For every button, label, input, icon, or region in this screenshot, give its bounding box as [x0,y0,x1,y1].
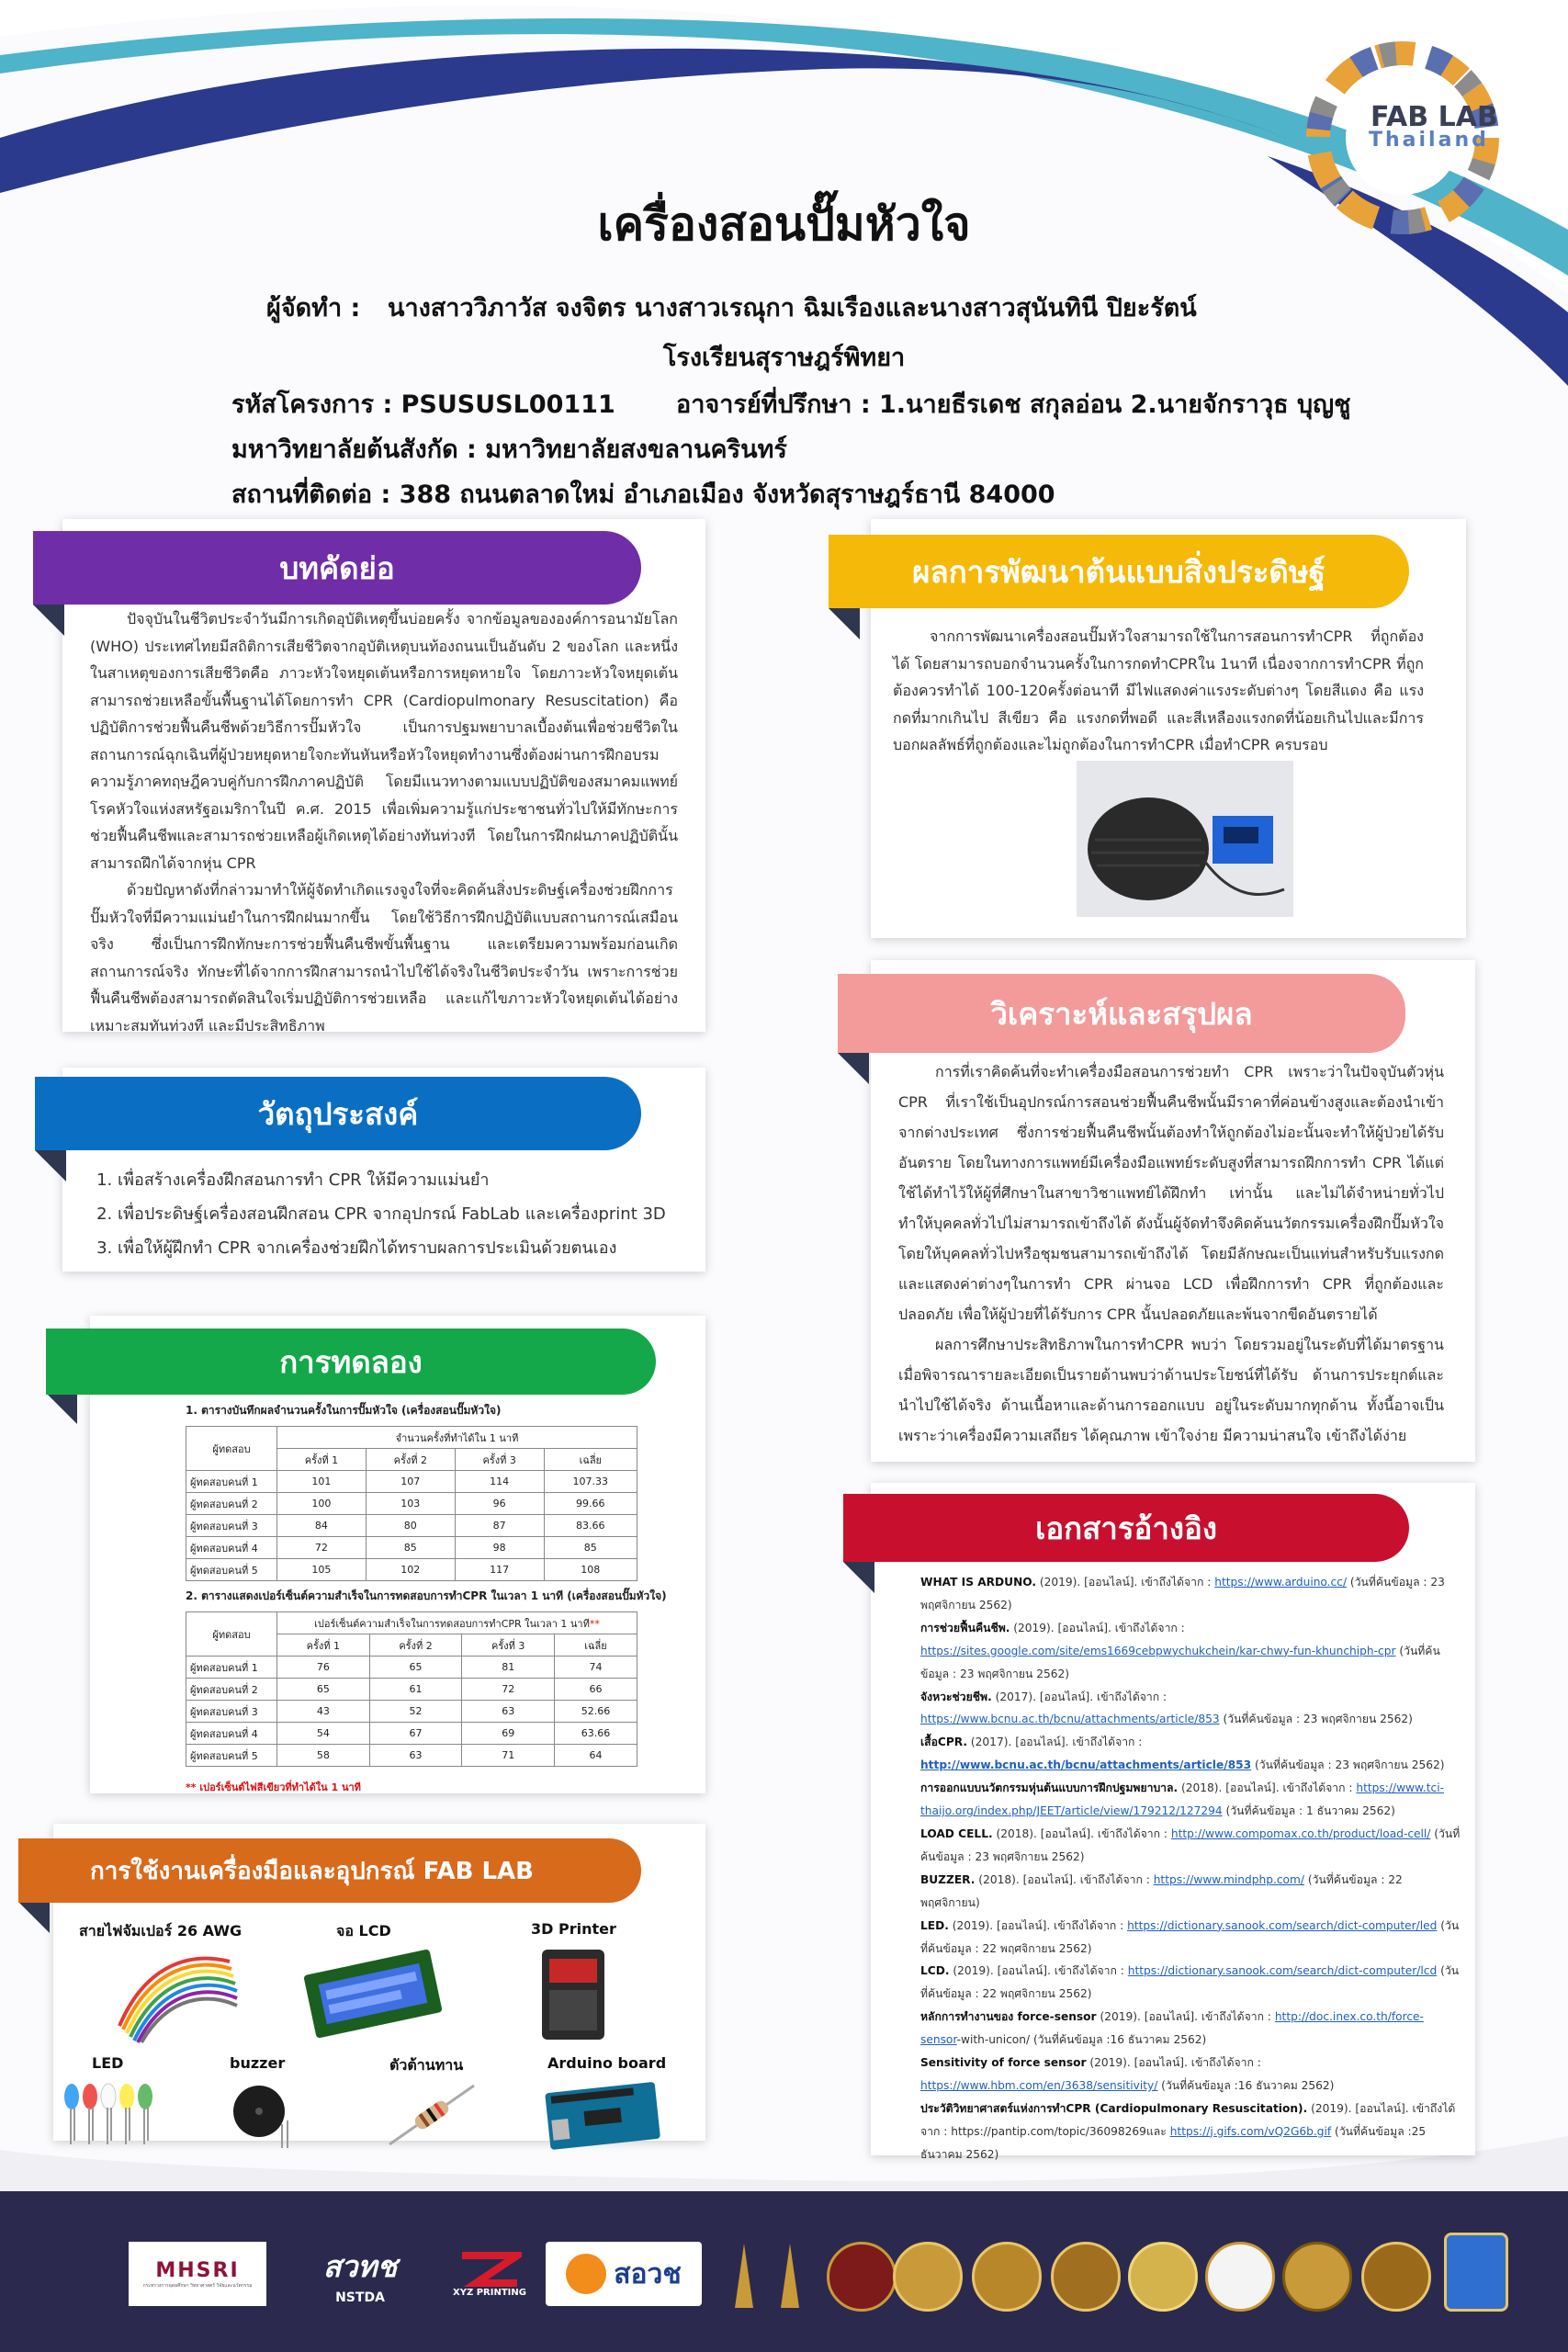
project-code: รหัสโครงการ : PSUSUSL00111 [231,390,615,419]
xyz-printing-text: XYZ PRINTING [453,2287,526,2298]
results-body [893,623,1424,759]
table-cell: 58 [277,1745,370,1767]
table-cell: 63.66 [555,1723,637,1745]
table-row [186,1745,637,1767]
reference-date: (วันที่ค้นข้อมูล : 22 พฤศจิกายน 2562) [920,1964,1460,2001]
reference-item [920,1617,1462,1686]
tool-label: 3D Printer [531,1920,616,1938]
table-cell: 96 [455,1493,544,1515]
table1-col-header: เฉลี่ย [544,1449,637,1471]
table2-note: ** เปอร์เซ็นต์ไฟสีเขียวที่ทำได้ใน 1 นาที [186,1781,361,1793]
reference-item [920,1777,1462,1823]
table-cell: 81 [462,1657,555,1679]
table2-group-mark: ** [589,1617,600,1630]
table-cell: 85 [544,1537,637,1559]
tools-heading: การใช้งานเครื่องมือและอุปกรณ์ FAB LAB [18,1838,641,1903]
abstract-paragraph-1: ปัจจุบันในชีวิตประจำวันมีการเกิดอุบัติเหตุขึ้นบ่อยครั้ง จากข้อมูลขององค์การอนามัยโลก (WHO) ประเทศไทยมีสถิติการเสียชีวิตจากอุบัติเหตุบนท้องถนนเป็นอันดับ 2 ของโลก และหนึ่งในสาเหตุของการเสียชีวิตคือ ภาวะหัวใจหยุดเต้นหรือการหยุดหายใจ โดยภาวะหัวใจหยุดเต้นสามารถช่วยเหลือขั้นพื้นฐานได้โดยการทำ CPR (Cardiopulmonary Resuscitation) คือ ปฏิบัติการช่วยฟื้นคืนชีพด้วยวิธีการปั๊มหัวใจ เป็นการปฐมพยาบาลเบื้องต้นเพื่อช่วยชีวิตในสถานการณ์ฉุกเฉินที่ผู้ป่วยหยุดหายใจกะทันหันหรือหัวใจหยุดทำงานซึ่งต้องผ่านการฝึกอบรมความรู้ภาคทฤษฎีควบคู่กับการฝึกภาคปฏิบัติ โดยมีแนวทางตามแบบปฏิบัติของสมาคมแพทย์โรคหัวใจแห่งสหรัฐอเมริกาในปี ค.ศ. 2015 เพื่อเพิ่มความรู้แก่ประชาชนทั่วไปให้มีทักษะการช่วยฟื้นคืนชีพและสามารถช่วยเหลือผู้เกิดเหตุได้อย่างทันท่วงที โดยในการฝึกฝนภาคปฏิบัตินั้นสามารถฝึกได้จากหุ่น CPR [90,610,678,872]
table-cell: 52 [369,1701,462,1723]
reference-date: -with-unicon/ (วันที่ค้นข้อมูล :16 ธันวาคม 2562) [956,2033,1207,2047]
reference-title: Sensitivity of force sensor [920,2056,1087,2070]
mhesi-logo [129,2242,266,2306]
table-cell: 66 [555,1679,637,1701]
university-seal-icon [827,2242,897,2312]
table-row [186,1559,637,1581]
reference-item [920,1686,1462,1732]
table1-col-header: ครั้งที่ 3 [455,1449,544,1471]
reference-item [920,2052,1462,2098]
reference-text: (2019). [ออนไลน์]. เข้าถึงได้จาก : [1096,2010,1275,2024]
reference-title: การออกแบบนวัตกรรมหุ่นต้นแบบการฝึกปฐมพยาบาล. [920,1781,1179,1795]
reference-text: (2019). [ออนไลน์]. เข้าถึงได้จาก : [1086,2056,1261,2070]
tool-label: สายไฟจัมเปอร์ 26 AWG [79,1922,243,1939]
table-cell: 67 [369,1723,462,1745]
table-cell: 43 [277,1701,370,1723]
reference-title: การช่วยฟื้นคืนชีพ. [920,1621,1010,1634]
reference-item [920,1731,1462,1777]
table-cell: 108 [544,1559,637,1581]
cpr-trainer-photo [1077,761,1293,917]
lcd-screen-icon [299,1948,446,2040]
reference-text: (2019). [ออนไลน์]. เข้าถึงได้จาก : [1010,1621,1185,1634]
reference-item [920,1960,1462,2006]
table-cell: 61 [369,1679,462,1701]
reference-link[interactable]: http://www.bcnu.ac.th/bcnu/attachments/article/853 [920,1758,1252,1772]
table-cell: 65 [277,1679,370,1701]
reference-link[interactable]: http://www.compomax.co.th/product/load-cell/ [1170,1826,1431,1840]
objective-item: 3. เพื่อให้ผู้ฝึกทำ CPR จากเครื่องช่วยฝึกได้ทราบผลการประเมินด้วยตนเอง [118,1231,724,1265]
reference-item [920,1823,1462,1869]
tool-label: จอ LCD [336,1922,391,1939]
table-row [186,1471,637,1493]
table-cell: ผู้ทดสอบคนที่ 3 [186,1701,277,1723]
mhesi-logo-text: MHSRI [155,2258,240,2282]
table-cell: 52.66 [555,1701,637,1723]
nstda-logo-text: สวทช [322,2248,398,2284]
reference-text: (2019). [ออนไลน์]. เข้าถึงได้จาก : [1036,1576,1215,1589]
table2-col-header: ครั้งที่ 3 [462,1634,555,1657]
experiment-heading: การทดลอง [46,1329,656,1395]
table-row [186,1515,637,1537]
reference-item [920,1915,1462,1961]
tool-label: LED [92,2054,124,2072]
university-seal-icon [972,2242,1042,2312]
mhesi-logo-sub: กระทรวงการอุดมศึกษา วิทยาศาสตร์ วิจัยและนวัตกรรม [142,2282,253,2289]
objective-item: 1. เพื่อสร้างเครื่องฝึกสอนการทำ CPR ให้มีความแม่นยำ [118,1163,724,1197]
table-cell: 80 [366,1515,455,1537]
table-cell: ผู้ทดสอบคนที่ 4 [186,1723,277,1745]
table-cell: 54 [277,1723,370,1745]
reference-title: LED. [920,1918,949,1932]
abstract-paragraph-2: ด้วยปัญหาดังที่กล่าวมาทำให้ผู้จัดทำเกิดแรงจูงใจที่จะคิดค้นสิ่งประดิษฐ์เครื่องช่วยฝึกการปั๊มหัวใจที่มีความแม่นยำในการฝึกฝนมากขึ้น โดยใช้วิธีการฝึกปฏิบัติแบบสถานการณ์เสมือนจริง ซึ่งเป็นการฝึกทักษะการช่วยฟื้นคืนชีพขั้นพื้นฐาน และเตรียมความพร้อมก่อนเกิดสถานการณ์จริง ทักษะที่ได้จากการฝึกสามารถนำไปใช้ได้จริงในชีวิตประจำวัน เพราะการช่วยฟื้นคืนชีพต้องสามารถตัดสินใจเริ่มปฏิบัติการช่วยเหลือ และแก้ไขภาวะหัวใจหยุดเต้นได้อย่างเหมาะสมทันท่วงที และมีประสิทธิภาพ [90,881,678,1035]
objective-item: 2. เพื่อประดิษฐ์เครื่องสอนฝึกสอน CPR จากอุปกรณ์ FabLab และเครื่องprint 3D [118,1197,724,1231]
university-seal-icon [1282,2242,1352,2312]
table-cell: ผู้ทดสอบคนที่ 3 [186,1515,277,1537]
reference-title: BUZZER. [920,1872,976,1886]
table2-group-text: เปอร์เซ็นต์ความสำเร็จในการทดสอบการทำCPR ในเวลา 1 นาที [314,1617,590,1630]
table-cell: 83.66 [544,1515,637,1537]
table-cell: ผู้ทดสอบคนที่ 4 [186,1537,277,1559]
references-heading: เอกสารอ้างอิง [843,1494,1409,1562]
reference-date: (วันที่ค้นข้อมูล : 23 พฤศจิกายน 2562) [920,1644,1440,1680]
reference-text: (2019). [ออนไลน์]. เข้าถึงได้จาก : [948,1918,1128,1932]
reference-date: (วันที่ค้นข้อมูล :16 ธันวาคม 2562) [1157,2078,1335,2092]
table-cell: 72 [462,1679,555,1701]
fablab-logo-line1: FAB LAB [1371,101,1498,133]
abstract-heading: บทคัดย่อ [33,531,641,605]
reference-text: (2017). [ออนไลน์]. เข้าถึงได้จาก : [991,1690,1168,1703]
tool-label: buzzer [230,2054,286,2072]
reference-date: (วันที่ค้นข้อมูล : 22 พฤศจิกายน 2562) [920,1918,1460,1955]
table2-caption: 2. ตารางแสดงเปอร์เซ็นต์ความสำเร็จในการทดสอบการทำCPR ในเวลา 1 นาที (เครื่องสอนปั๊มหัวใจ) [186,1589,667,1602]
university-seal-icon [1361,2242,1431,2312]
reference-link[interactable]: https://dictionary.sanook.com/search/dict-computer/led [1127,1918,1438,1932]
table2-corner: ผู้ทดสอบ [186,1612,277,1657]
university: มหาวิทยาลัยต้นสังกัด : มหาวิทยาลัยสงขลานครินทร์ [231,435,787,464]
table-cell: 65 [369,1657,462,1679]
table2-col-header: ครั้งที่ 2 [369,1634,462,1657]
university-seal-icon [1444,2233,1508,2312]
table-cell: 105 [277,1559,367,1581]
ribbon-fold [18,1902,50,1933]
school-name: โรงเรียนสุราษฎร์พิทยา [662,344,906,372]
table-cell: 117 [455,1559,544,1581]
makers-names: นางสาววิภาวัส จงจิตร นางสาวเรณุกา ฉิมเรืองและนางสาวสุนันทินี ปิยะรัตน์ [388,294,1197,322]
reference-title: จังหวะช่วยชีพ. [920,1690,992,1703]
led-icon [61,2076,162,2150]
table1-caption: 1. ตารางบันทึกผลจำนวนครั้งในการปั๊มหัวใจ (เครื่องสอนปั๊มหัวใจ) [186,1404,502,1417]
sorwor-logo-text: สอวช [614,2257,682,2290]
objectives-list [90,1163,724,1265]
ribbon-fold [46,1393,77,1424]
table-cell: 64 [555,1745,637,1767]
reference-link[interactable]: https://sites.google.com/site/ems1669cebpwychukchein/kar-chwy-fun-khunchiph-cpr [920,1644,1396,1657]
reference-link[interactable]: https://www.mindphp.com/ [1153,1872,1304,1886]
reference-date: (วันที่ค้นข้อมูล : 23 พฤศจิกายน 2562) [1251,1758,1445,1772]
table-cell: 100 [277,1493,367,1515]
table1 [186,1426,637,1581]
table-cell: 69 [462,1723,555,1745]
university-seal-icon [1128,2242,1198,2312]
reference-title: WHAT IS ARDUNO. [920,1576,1036,1589]
arduino-board-icon [538,2078,667,2152]
reference-link[interactable]: https://j.gifs.com/vQ2G6b.gif [1169,2124,1332,2138]
references-list [920,1571,1462,2166]
university-seal-icon [716,2234,818,2317]
reference-date: (วันที่ค้นข้อมูล : 22 พฤศจิกายน) [920,1872,1403,1909]
table-cell: 85 [366,1537,455,1559]
reference-text: (2018). [ออนไลน์]. เข้าถึงได้จาก : [992,1826,1171,1840]
table-cell: ผู้ทดสอบคนที่ 1 [186,1657,277,1679]
jumper-wire-icon [110,1943,239,2044]
poster-title: เครื่องสอนปั๊มหัวใจ [597,198,971,251]
reference-title: หลักการทำงานของ force-sensor [920,2010,1097,2024]
analysis-body [898,1057,1444,1451]
table-cell: 107.33 [544,1471,637,1493]
nstda-logo-sub: NSTDA [335,2290,385,2305]
reference-date: (วันที่ค้นข้อมูล :25 ธันวาคม 2562) [920,2124,1427,2161]
xyz-printing-logo [448,2242,531,2306]
reference-link[interactable]: https://www.tci-thaijo.org/index.php/JEET/article/view/179212/127294 [920,1781,1444,1818]
table2-col-header: ครั้งที่ 1 [277,1634,370,1657]
buzzer-icon [217,2078,309,2152]
reference-text: (2018). [ออนไลน์]. เข้าถึงได้จาก : [1178,1781,1357,1795]
reference-text: (2018). [ออนไลน์]. เข้าถึงได้จาก : [975,1872,1154,1886]
reference-text: (2017). [ออนไลน์]. เข้าถึงได้จาก : [967,1736,1143,1749]
reference-link[interactable]: https://www.arduino.cc/ [1214,1576,1348,1589]
table-cell: 87 [455,1515,544,1537]
table-cell: 99.66 [544,1493,637,1515]
ribbon-fold [35,1150,66,1182]
reference-item [920,2006,1462,2052]
fablab-logo-line2: Thailand [1369,129,1489,152]
nstda-logo [287,2242,434,2306]
table-row [186,1679,637,1701]
reference-date: (วันที่ค้นข้อมูล : 23 พฤศจิกายน 2562) [920,1576,1445,1611]
objectives-heading: วัตถุประสงค์ [35,1077,641,1150]
table-cell: 63 [462,1701,555,1723]
reference-item [920,1571,1462,1617]
ribbon-fold [843,1562,874,1593]
table-cell: ผู้ทดสอบคนที่ 2 [186,1679,277,1701]
reference-date: (วันที่ค้นข้อมูล : 1 ธันวาคม 2562) [1222,1804,1395,1818]
3d-printer-icon [536,1944,610,2045]
table-cell: ผู้ทดสอบคนที่ 2 [186,1493,277,1515]
reference-title: ประวัติวิทยาศาสตร์แห่งการทำCPR (Cardiopulmonary Resuscitation). [920,2101,1308,2115]
results-paragraph: จากการพัฒนาเครื่องสอนปั๊มหัวใจสามารถใช้ในการสอนการทำCPR ที่ถูกต้องได้ โดยสามารถบอกจำนวนครั้งในการกดทำCPRใน 1นาที เนื่องจากการทำCPR ที่ถูกต้องควรทำได้ 100-120ครั้งต่อนาที มีไฟแสดงค่าแรงระดับต่างๆ โดยสีแดง คือ แรงกดที่มากเกินไป สีเขียว คือ แรงกดที่พอดี และสีเหลืองแรงกดที่น้อยเกินไปและมีการบอกผลลัพธ์ที่ถูกต้องและไม่ถูกต้องในการทำCPR เมื่อทำCPR ครบรอบ [893,628,1424,753]
table-row [186,1723,637,1745]
table-cell: 102 [366,1559,455,1581]
reference-text: (2019). [ออนไลน์]. เข้าถึงได้จาก : [949,1964,1128,1978]
table-cell: 63 [369,1745,462,1767]
analysis-paragraph-2: ผลการศึกษาประสิทธิภาพในการทำCPR พบว่า โดยรวมอยู่ในระดับที่ได้มาตรฐาน เมื่อพิจารณารายละเอียดเป็นรายด้านพบว่าด้านประโยชน์ที่ได้รับ ด้านการประยุกต์และนำไปใช้ได้จริง ด้านเนื้อหาและด้านการออกแบบ อยู่ในระดับมากทุกด้าน ทั้งนี้อาจเป็นเพราะว่าเครื่องมีความเสถียร ได้คุณภาพ เข้าใจง่าย มีความน่าสนใจ เข้าถึงได้ง่าย [898,1336,1444,1444]
university-seal-icon [893,2242,963,2312]
reference-title: LCD. [920,1964,950,1978]
analysis-heading: วิเคราะห์และสรุปผล [838,974,1405,1053]
table-cell: 114 [455,1471,544,1493]
reference-title: LOAD CELL. [920,1826,993,1840]
reference-date: (วันที่ค้นข้อมูล : 23 พฤศจิกายน 2562) [1219,1713,1413,1726]
advisors: อาจารย์ที่ปรึกษา : 1.นายธีรเดช สกุลอ่อน 2.นายจักราวุธ บุญชู [676,390,1351,419]
table-cell: ผู้ทดสอบคนที่ 1 [186,1471,277,1493]
table1-col-header: ครั้งที่ 1 [277,1449,367,1471]
table-cell: 103 [366,1493,455,1515]
table-cell: 84 [277,1515,367,1537]
reference-text: (2019). [ออนไลน์]. เข้าถึงได้จาก : https://pantip.com/topic/36098269และ [920,2101,1456,2138]
sorwor-mark [566,2254,606,2294]
table-row [186,1493,637,1515]
ribbon-fold [829,608,860,639]
table-cell: 74 [555,1657,637,1679]
reference-link[interactable]: https://www.bcnu.ac.th/bcnu/attachments/article/853 [920,1713,1220,1726]
table2-col-header: เฉลี่ย [555,1634,637,1657]
table-cell: 72 [277,1537,367,1559]
table-row [186,1537,637,1559]
table-cell: 98 [455,1537,544,1559]
table2-group-header [277,1612,637,1634]
university-seal-icon [1205,2242,1275,2312]
reference-title: เสื้อCPR. [920,1736,968,1749]
contact-address: สถานที่ติดต่อ : 388 ถนนตลาดใหม่ อำเภอเมือง จังหวัดสุราษฎร์ธานี 84000 [231,481,1055,509]
reference-link[interactable]: https://www.hbm.com/en/3638/sensitivity/ [920,2078,1158,2092]
ribbon-fold [838,1053,869,1084]
tool-label: ตัวต้านทาน [389,2056,464,2074]
table1-col-header: ครั้งที่ 2 [366,1449,455,1471]
makers-label: ผู้จัดทำ : [266,294,361,322]
analysis-paragraph-1: การที่เราคิดค้นที่จะทำเครื่องมือสอนการช่วยทำ CPR เพราะว่าในปัจจุบันตัวหุ่น CPR ที่เราใช้เป็นอุปกรณ์การสอนช่วยฟื้นคืนชีพนั้นมีราคาที่ค่อนข้างสูงและต้องนำเข้าจากต่างประเทศ ซึ่งการช่วยฟื้นคืนชีพนั้นต้องทำให้ถูกต้องไม่อะนั้นจะทำให้ผู้ป่วยได้รับอันตราย โดยในทางการแพทย์มีเครื่องมือแพทย์ระดับสูงที่สามารถฝึกการทำ CPR ได้แต่ใช้ได้ทำไว้ให้ผู้ที่ศึกษาในสาขาวิชาแพทย์ได้ฝึกทำ เท่านั้น และไม่ได้จำหน่ายทั่วไป ทำให้บุคคลทั่วไปไม่สามารถเข้าถึงได้ ดังนั้นผู้จัดทำจึงคิดค้นนวัตกรรมเครื่องฝึกปั๊มหัวใจโดยให้บุคคลทั่วไปหรือชุมชนสามารถเข้าถึงได้ โดยมีลักษณะเป็นแท่นสำหรับรับแรงกด และแสดงค่าต่างๆในการทำ CPR ผ่านจอ LCD เพื่อฝึกการทำ CPR ที่ถูกต้องและปลอดภัย เพื่อให้ผู้ป่วยที่ได้รับการ CPR นั้นปลอดภัยและพ้นจากขีดอันตรายได้ [898,1063,1444,1323]
table-cell: 71 [462,1745,555,1767]
ribbon-fold [33,605,64,636]
reference-link[interactable]: http://doc.inex.co.th/force-sensor [920,2010,1424,2047]
reference-item [920,2098,1462,2166]
reference-date: (วันที่ค้นข้อมูล : 23 พฤศจิกายน 2562) [920,1826,1461,1863]
table-cell: 107 [366,1471,455,1493]
table2 [186,1611,637,1767]
xyz-printing-mark [457,2251,522,2288]
reference-item [920,1869,1462,1915]
table-cell: 101 [277,1471,367,1493]
abstract-body [90,605,678,1039]
table-row [186,1701,637,1723]
resistor-icon [382,2078,483,2152]
university-seal-icon [1051,2242,1121,2312]
table-row [186,1657,637,1679]
table1-group-header: จำนวนครั้งที่ทำได้ใน 1 นาที [277,1427,637,1449]
table1-corner: ผู้ทดสอบ [186,1427,277,1471]
table-cell: ผู้ทดสอบคนที่ 5 [186,1745,277,1767]
table-cell: ผู้ทดสอบคนที่ 5 [186,1559,277,1581]
sorwor-logo [546,2242,702,2306]
tool-label: Arduino board [547,2054,667,2072]
reference-link[interactable]: https://dictionary.sanook.com/search/dict-computer/lcd [1127,1964,1438,1978]
table-cell: 76 [277,1657,370,1679]
results-heading: ผลการพัฒนาต้นแบบสิ่งประดิษฐ์ [829,535,1409,608]
